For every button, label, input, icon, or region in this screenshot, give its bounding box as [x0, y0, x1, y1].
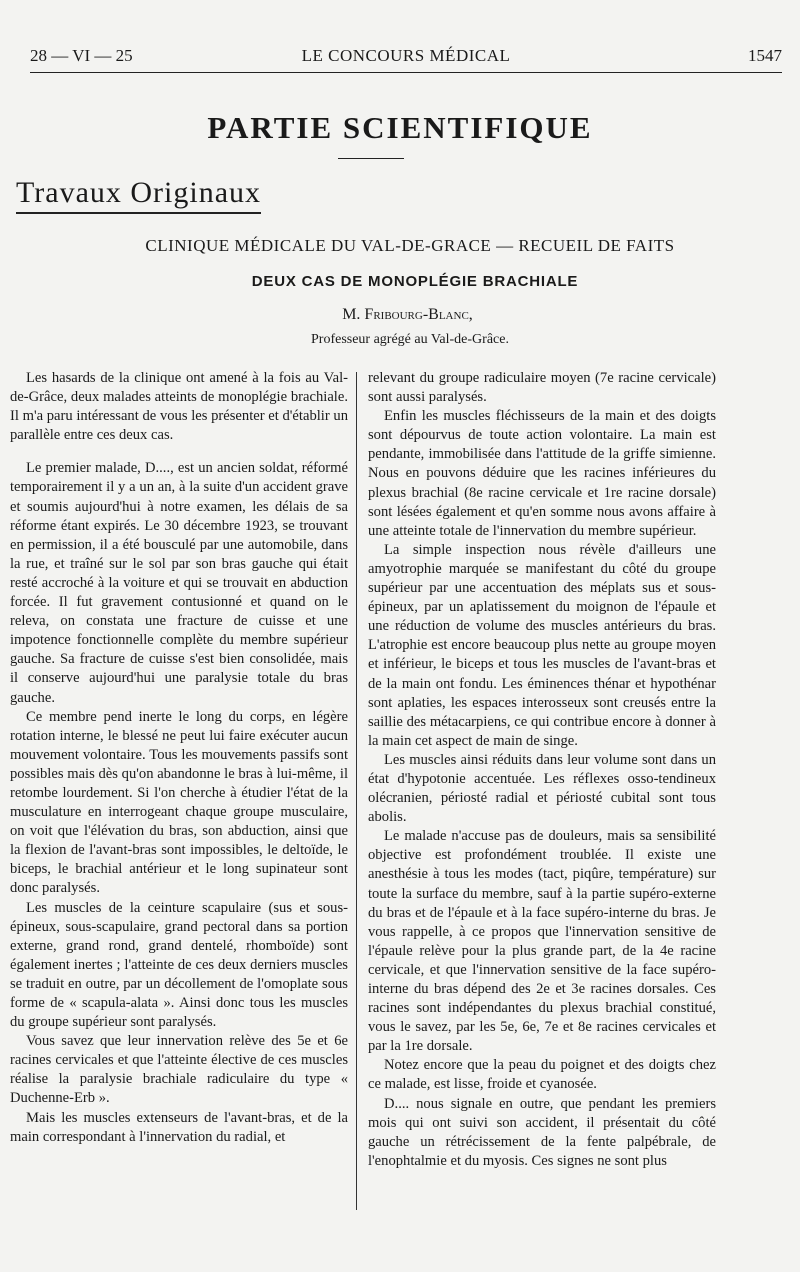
- left-column: [10, 369, 348, 1147]
- clinic-heading: CLINIQUE MÉDICALE DU VAL-DE-GRACE — RECUEIL DE FAITS: [145, 236, 675, 255]
- paragraph: relevant du groupe radiculaire moyen (7e racine cervicale) sont aussi paralysés.: [368, 370, 716, 406]
- paragraph: D.... nous signale en outre, que pendant les premiers mois qui ont suivi son accident, il présentait du côté gauche un rétrécissement de la fente palpébrale, de l'enophtalmie et du myosis. Ces signes ne sont plus: [368, 1095, 716, 1169]
- article-title: DEUX CAS DE MONOPLÉGIE BRACHIALE: [251, 273, 579, 290]
- issue-date: 28 — VI — 25: [30, 46, 133, 65]
- section-title: PARTIE SCIENTIFIQUE: [207, 110, 593, 145]
- subsection-title: Travaux Originaux: [16, 176, 261, 214]
- column-divider: [356, 372, 357, 1210]
- paragraph: Enfin les muscles fléchisseurs de la main et des doigts sont dépourvus de toute action volontaire. La main est pendante, immobilisée dans l'attitude de la griffe simienne. Nous en pouvons déduire que les racines inférieures du plexus brachial (8e racine cervicale et 1re racine dorsale) sont lésées également et qu'en somme nous avons affaire à une atteinte totale de l'innervation du membre supérieur.: [368, 408, 716, 539]
- paragraph: Le malade n'accuse pas de douleurs, mais sa sensibilité objective est profondément troublée. Il existe une anesthésie à tous les modes (tact, piqûre, température) sur toute la surface du membre, sauf à la partie supéro-externe du bras et de l'épaule et à la face supéro-interne du bras. Je vous rappelle, à ce propos que l'innervation sensitive de l'épaule relève pour la plus grande part, de la 4e racine cervicale, et que l'innervation sensitive de la face supéro-interne du bras dépend des 2e et 3e racines dorsales. Ces racines sont indépendantes du plexus brachial constitué, vous le savez, par les 5e, 6e, 7e et 8e racines cervicales et par la 1re dorsale.: [368, 828, 716, 1055]
- page-number: 1547: [748, 46, 782, 65]
- paragraph: Les muscles ainsi réduits dans leur volume sont dans un état d'hypotonie accentuée. Les réflexes osso-tendineux olécranien, périosté radial et périosté cubital sont tous abolis.: [368, 751, 716, 826]
- author-affiliation: Professeur agrégé au Val-de-Grâce.: [311, 332, 509, 347]
- journal-title: LE CONCOURS MÉDICAL: [301, 46, 511, 65]
- section-divider: [338, 158, 404, 159]
- paragraph: Ce membre pend inerte le long du corps, en légère rotation interne, le blessé ne peut lui faire exécuter aucun mouvement volontaire. Tous les mouvements passifs sont possibles mais dès qu'on abandonne le bras à lui-même, il retombe lourdement. Si l'on cherche à étudier l'état de la musculature en interrogeant chaque groupe musculaire, on voit que l'élévation du bras, son abduction, ainsi que la flexion de l'avant-bras sont impossibles, le deltoïde, le biceps, le brachial antérieur et le long supinateur sont donc paralysés.: [10, 708, 348, 897]
- right-column: [368, 369, 716, 1171]
- paragraph: Le premier malade, D...., est un ancien soldat, réformé temporairement il y a un an, à la suite d'un accident grave et soumis aujourd'hui à notre examen, les délais de sa réforme étant expirés. Le 30 décembre 1923, se trouvant en permission, il a été bousculé par une automobile, dans la rue, et traîné sur le sol par son bras gauche qui était resté accroché à la voiture et qui se trouvait en abduction forcée. Il fut gravement contusionné et quand on le releva, on constata une fracture de cuisse et une impotence fonctionnelle complète du membre supérieur gauche. Sa fracture de cuisse s'est bien consolidée, mais il conserve aujourd'hui une paralysie totale du bras gauche.: [10, 460, 348, 706]
- author-line: [0, 306, 800, 324]
- paragraph: Notez encore que la peau du poignet et des doigts chez ce malade, est lisse, froide et cyanosée.: [368, 1057, 716, 1093]
- paragraph: Vous savez que leur innervation relève des 5e et 6e racines cervicales et que l'atteinte élective de ces muscles réalise la paralysie brachiale radiculaire du type « Duchenne-Erb ».: [10, 1033, 348, 1107]
- author-name: M. Fribourg-Blanc,: [342, 306, 473, 323]
- paragraph: La simple inspection nous révèle d'ailleurs une amyotrophie marquée se manifestant du côté du groupe supérieur par une accentuation des méplats sus et sous-épineux, par un aplatissement du moignon de l'épaule et une réduction de volume des muscles antérieurs du bras. L'atrophie est encore beaucoup plus nette au groupe moyen et inférieur, le biceps et tous les muscles de l'avant-bras et de la main ont fondu. Les éminences thénar et hypothénar sont aplaties, les espaces interosseux sont creusés entre la saillie des métacarpiens, ce qui contribue encore à donner à la main cet aspect de main de singe.: [368, 541, 716, 749]
- paragraph: Les muscles de la ceinture scapulaire (sus et sous-épineux, sous-scapulaire, grand pectoral dans sa portion externe, grand rond, grand dentelé, rhomboïde) sont également inertes ; l'atteinte de ces deux derniers muscles se traduit en outre, par un décollement de l'omoplate sous forme de « scapula-alata ». Ainsi donc tous les muscles du groupe supérieur sont paralysés.: [10, 899, 348, 1031]
- running-header: [30, 46, 782, 73]
- paragraph: Les hasards de la clinique ont amené à la fois au Val-de-Grâce, deux malades atteints de monoplégie brachiale. Il m'a paru intéressant de vous les présenter et d'établir un parallèle entre ces deux cas.: [10, 370, 348, 444]
- paragraph: Mais les muscles extenseurs de l'avant-bras, et de la main correspondant à l'innervation du radial, et: [10, 1109, 348, 1145]
